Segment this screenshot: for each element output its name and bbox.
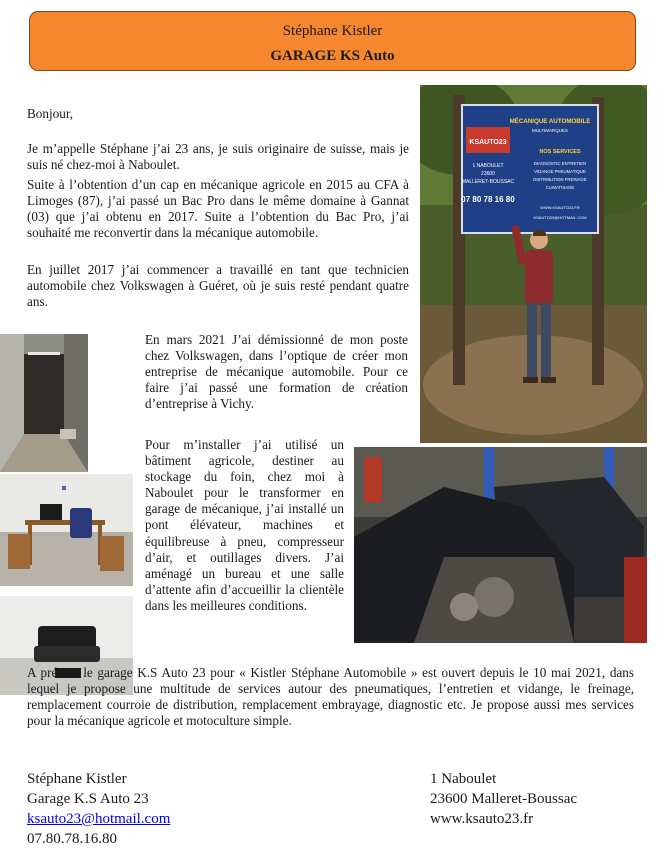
footer-address-line-2: 23600 Malleret-Boussac [430,791,578,807]
footer-email-link[interactable]: ksauto23@hotmail.com [27,811,171,827]
header-name: Stéphane Kistler [282,23,383,39]
paragraph-installation: Pour m’installer j’ai utilisé un bâtiment agricole, destiner au stockage du foin, chez moi à Naboulet pour le transformer en garage de mécanique, j’ai installé un pont élévateur, machines et équilibreuse à pneu, compresseur d’air, et outillages divers. J’ai aménagé un bureau et une salle d’attente afin d’accueillir la clientèle dans les meilleures conditions. [145,437,344,613]
sign-services-title: NOS SERVICES [539,149,581,155]
sign-phone: 07 80 78 16 80 [461,195,515,204]
footer-name: Stéphane Kistler [27,771,127,787]
sign-service-3: DISTRIBUTION FREINAGE [533,177,587,182]
footer-website: www.ksauto23.fr [430,811,534,827]
footer-address [430,769,650,829]
person-shirt [525,250,553,305]
sign-logo: KSAUTO23 [469,139,507,146]
greeting: Bonjour, [27,106,73,121]
header-garage: GARAGE KS Auto [270,48,395,64]
sign-email: KSAUTO23@HOTMAIL.COM [533,215,587,220]
sign-service-4: CLIMATISAGE [545,185,575,190]
sign-address-3: MALLERET-BOUSSAC [461,179,515,185]
paragraph-education: Suite à l’obtention d’un cap en mécanique agricole en 2015 au CFA à Limoges (87), j’ai passé un Bac Pro dans le même domaine à Gannat (03) que j’ai obtenu en 2017. Suite a l’obtention du Bac Pro, j’ai souhaité me reconvertir dans la mécanique automobile. [27,177,409,241]
footer-address-line-1: 1 Naboulet [430,771,497,787]
corridor-photo [0,334,88,472]
office-photo [0,474,133,586]
footer-company: Garage K.S Auto 23 [27,791,149,807]
paragraph-services: A présent le garage K.S Auto 23 pour « Kistler Stéphane Automobile » est ouvert depuis le 10 mai 2021, dans lequel je propose une multitude de services autour des pneumatiques, l’entretien et vidange, le freinage, remplacement courroie de distribution, remplacement embrayage, diagnostic etc. Je propose aussi mes services pour la mécanique agricole et motoculture simple. [27,665,634,729]
paragraph-resignation: En mars 2021 J’ai démissionné de mon poste chez Volkswagen, dans l’optique de créer mon entreprise de mécanique automobile. Pour ce faire j’ai passé une formation de création d’entreprise à Vichy. [145,332,408,412]
sign-subtitle: MULTIMARQUES [532,128,568,133]
title-banner [29,11,636,71]
sign-address-2: 23600 [481,171,495,177]
sign-service-1: DIAGNOSTIC ENTRETIEN [533,161,587,166]
footer-phone: 07.80.78.16.80 [27,831,117,847]
sign-title: MÉCANIQUE AUTOMOBILE [509,118,591,125]
paragraph-volkswagen: En juillet 2017 j’ai commencer a travaillé en tant que technicien automobile chez Volkswagen à Guéret, où je suis resté pendant quatre ans. [27,262,409,310]
sign-web: WWW.KSAUTO23.FR [540,205,580,210]
sign-service-2: VIDANGE PNEUMATIQUE [534,169,586,174]
sign-photo [420,85,647,443]
sign-address-1: 1 NABOULET [472,163,504,169]
footer-contact [27,769,277,849]
paragraph-intro: Je m’appelle Stéphane j’ai 23 ans, je suis originaire de suisse, mais je suis né chez-moi à Naboulet. [27,141,409,173]
garage-cars-photo [354,447,647,643]
